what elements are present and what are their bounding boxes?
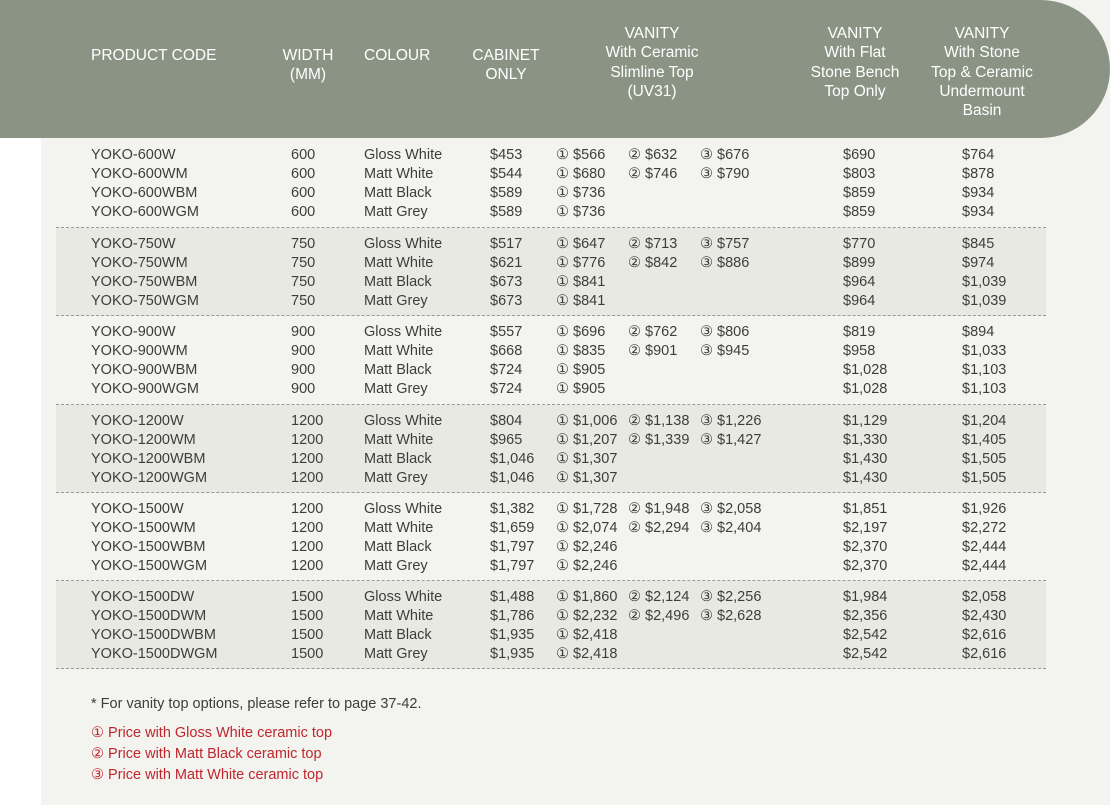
colour-cell: Matt Grey: [364, 469, 428, 486]
colour-cell: Matt Black: [364, 362, 432, 379]
ceramic-option-3-cell: ③ $757: [700, 236, 750, 252]
cabinet-price-cell: $621: [490, 255, 523, 271]
colour-cell: Matt White: [364, 431, 434, 448]
ceramic-option-1-cell: ① $841: [556, 274, 606, 290]
ceramic-option-1-cell: ① $1,728: [556, 500, 618, 517]
ceramic-option-2-cell: ② $2,496: [628, 608, 690, 625]
width-cell: 1500: [291, 608, 324, 625]
product-group: [56, 228, 1046, 316]
ceramic-option-2-cell: ② $2,124: [628, 589, 690, 606]
product-group: [56, 405, 1046, 493]
width-cell: 600: [291, 185, 316, 201]
flat-stone-price-cell: $958: [843, 343, 876, 360]
flat-stone-price-cell: $1,984: [843, 589, 888, 606]
width-cell: 900: [291, 362, 316, 379]
stone-basin-price-cell: $1,505: [962, 450, 1007, 467]
product-code-cell: YOKO-900WBM: [91, 362, 198, 379]
stone-basin-price-cell: $934: [962, 204, 995, 220]
product-code-cell: YOKO-600WBM: [91, 185, 198, 201]
table-row: [56, 627, 1046, 646]
cabinet-price-cell: $1,488: [490, 589, 535, 606]
width-cell: 1200: [291, 469, 324, 486]
table-row: [56, 204, 1046, 223]
product-code-cell: YOKO-600W: [91, 147, 176, 163]
cabinet-price-cell: $1,797: [490, 557, 535, 574]
colour-cell: Gloss White: [364, 412, 443, 429]
stone-basin-price-cell: $1,405: [962, 431, 1007, 448]
header-product-code: PRODUCT CODE: [91, 47, 217, 64]
cabinet-price-cell: $1,659: [490, 519, 535, 536]
flat-stone-price-cell: $2,542: [843, 627, 888, 644]
stone-basin-price-cell: $2,444: [962, 557, 1007, 574]
flat-stone-price-cell: $2,197: [843, 519, 888, 536]
flat-stone-price-cell: $964: [843, 293, 876, 309]
ceramic-option-1-cell: ① $1,006: [556, 412, 618, 429]
product-code-cell: YOKO-600WM: [91, 166, 188, 182]
stone-basin-price-cell: $764: [962, 147, 995, 163]
price-table-body: [56, 139, 1046, 669]
colour-cell: Matt White: [364, 343, 434, 360]
ceramic-option-3-cell: ③ $945: [700, 343, 750, 360]
product-code-cell: YOKO-750WM: [91, 255, 188, 271]
header-colour: COLOUR: [364, 47, 431, 64]
table-row: [56, 236, 1046, 255]
stone-basin-price-cell: $878: [962, 166, 995, 182]
ceramic-option-1-cell: ① $1,860: [556, 589, 618, 606]
ceramic-option-3-cell: ③ $806: [700, 324, 750, 341]
stone-basin-price-cell: $1,204: [962, 412, 1007, 429]
flat-stone-price-cell: $859: [843, 185, 876, 201]
product-code-cell: YOKO-600WGM: [91, 204, 199, 220]
colour-cell: Gloss White: [364, 500, 443, 517]
stone-basin-price-cell: $934: [962, 185, 995, 201]
cabinet-price-cell: $1,382: [490, 500, 535, 517]
colour-cell: Matt White: [364, 608, 434, 625]
legend-gloss-white: ① Price with Gloss White ceramic top: [91, 725, 333, 741]
ceramic-option-1-cell: ① $736: [556, 204, 606, 220]
ceramic-option-2-cell: ② $1,138: [628, 412, 690, 429]
product-code-cell: YOKO-750WBM: [91, 274, 198, 290]
cabinet-price-cell: $453: [490, 147, 523, 163]
stone-basin-price-cell: $845: [962, 236, 995, 252]
table-row: [56, 166, 1046, 185]
stone-basin-price-cell: $1,039: [962, 293, 1007, 309]
table-row: [56, 293, 1046, 312]
flat-stone-price-cell: $1,851: [843, 500, 888, 517]
cabinet-price-cell: $1,046: [490, 469, 535, 486]
ceramic-option-1-cell: ① $2,232: [556, 608, 618, 625]
ceramic-option-2-cell: ② $1,948: [628, 500, 690, 517]
colour-cell: Matt Grey: [364, 381, 428, 398]
ceramic-option-1-cell: ① $566: [556, 147, 606, 163]
product-code-cell: YOKO-1500DWGM: [91, 646, 218, 663]
ceramic-option-1-cell: ① $835: [556, 343, 606, 360]
ceramic-option-1-cell: ① $1,307: [556, 450, 618, 467]
colour-cell: Matt Black: [364, 538, 432, 555]
ceramic-option-2-cell: ② $1,339: [628, 431, 690, 448]
colour-cell: Matt Grey: [364, 646, 428, 663]
cabinet-price-cell: $673: [490, 274, 523, 290]
cabinet-price-cell: $589: [490, 185, 523, 201]
flat-stone-price-cell: $1,129: [843, 412, 888, 429]
colour-cell: Matt White: [364, 255, 434, 271]
header-vanity-flat-stone: VANITY With Flat Stone Bench Top Only: [810, 25, 900, 100]
colour-cell: Matt Grey: [364, 293, 428, 309]
ceramic-option-3-cell: ③ $2,404: [700, 519, 762, 536]
table-row: [56, 451, 1046, 470]
ceramic-option-1-cell: ① $680: [556, 166, 606, 182]
colour-cell: Gloss White: [364, 147, 443, 163]
ceramic-option-1-cell: ① $2,246: [556, 538, 618, 555]
width-cell: 900: [291, 324, 316, 341]
header-cabinet-only: CABINET ONLY: [472, 47, 540, 84]
ceramic-option-1-cell: ① $905: [556, 381, 606, 398]
product-code-cell: YOKO-1500DWBM: [91, 627, 216, 644]
legend-matt-white: ③ Price with Matt White ceramic top: [91, 767, 324, 783]
width-cell: 900: [291, 381, 316, 398]
width-cell: 750: [291, 236, 316, 252]
table-row: [56, 608, 1046, 627]
ceramic-option-1-cell: ① $2,418: [556, 627, 618, 644]
ceramic-option-3-cell: ③ $1,427: [700, 431, 762, 448]
flat-stone-price-cell: $770: [843, 236, 876, 252]
stone-basin-price-cell: $2,272: [962, 519, 1007, 536]
table-row: [56, 589, 1046, 608]
ceramic-option-1-cell: ① $776: [556, 255, 606, 271]
ceramic-option-1-cell: ① $2,246: [556, 557, 618, 574]
colour-cell: Gloss White: [364, 324, 443, 341]
width-cell: 1200: [291, 412, 324, 429]
ceramic-option-3-cell: ③ $2,628: [700, 608, 762, 625]
flat-stone-price-cell: $2,542: [843, 646, 888, 663]
ceramic-option-1-cell: ① $2,074: [556, 519, 618, 536]
stone-basin-price-cell: $2,430: [962, 608, 1007, 625]
width-cell: 1500: [291, 627, 324, 644]
colour-cell: Matt Black: [364, 274, 432, 290]
flat-stone-price-cell: $2,370: [843, 538, 888, 555]
product-code-cell: YOKO-1200W: [91, 412, 184, 429]
ceramic-option-2-cell: ② $713: [628, 236, 678, 252]
cabinet-price-cell: $673: [490, 293, 523, 309]
table-row: [56, 501, 1046, 520]
table-row: [56, 381, 1046, 400]
ceramic-option-1-cell: ① $2,418: [556, 646, 618, 663]
flat-stone-price-cell: $859: [843, 204, 876, 220]
product-group: [56, 581, 1046, 669]
table-row: [56, 185, 1046, 204]
product-code-cell: YOKO-1500DW: [91, 589, 195, 606]
flat-stone-price-cell: $1,028: [843, 362, 888, 379]
product-code-cell: YOKO-1200WBM: [91, 450, 206, 467]
stone-basin-price-cell: $2,058: [962, 589, 1007, 606]
ceramic-option-1-cell: ① $736: [556, 185, 606, 201]
product-code-cell: YOKO-750W: [91, 236, 176, 252]
width-cell: 1200: [291, 450, 324, 467]
ceramic-option-1-cell: ① $1,307: [556, 469, 618, 486]
table-row: [56, 646, 1046, 665]
cabinet-price-cell: $1,935: [490, 646, 535, 663]
ceramic-option-3-cell: ③ $676: [700, 147, 750, 163]
product-code-cell: YOKO-1500WGM: [91, 557, 208, 574]
product-code-cell: YOKO-900WGM: [91, 381, 199, 398]
colour-cell: Matt White: [364, 166, 434, 182]
product-code-cell: YOKO-1500WBM: [91, 538, 206, 555]
stone-basin-price-cell: $1,103: [962, 362, 1007, 379]
ceramic-option-2-cell: ② $762: [628, 324, 678, 341]
colour-cell: Matt Black: [364, 450, 432, 467]
table-row: [56, 520, 1046, 539]
table-row: [56, 432, 1046, 451]
cabinet-price-cell: $1,935: [490, 627, 535, 644]
cabinet-price-cell: $1,797: [490, 538, 535, 555]
colour-cell: Matt White: [364, 519, 434, 536]
colour-cell: Gloss White: [364, 236, 443, 252]
stone-basin-price-cell: $974: [962, 255, 995, 271]
stone-basin-price-cell: $1,103: [962, 381, 1007, 398]
ceramic-option-2-cell: ② $842: [628, 255, 678, 271]
cabinet-price-cell: $724: [490, 381, 523, 398]
width-cell: 750: [291, 274, 316, 290]
flat-stone-price-cell: $2,356: [843, 608, 888, 625]
product-group: [56, 493, 1046, 581]
table-row: [56, 147, 1046, 166]
ceramic-option-3-cell: ③ $1,226: [700, 412, 762, 429]
footnote: * For vanity top options, please refer to page 37-42.: [91, 696, 422, 712]
stone-basin-price-cell: $1,039: [962, 274, 1007, 290]
ceramic-option-3-cell: ③ $886: [700, 255, 750, 271]
colour-cell: Matt Black: [364, 185, 432, 201]
stone-basin-price-cell: $1,505: [962, 469, 1007, 486]
cabinet-price-cell: $544: [490, 166, 523, 182]
product-code-cell: YOKO-750WGM: [91, 293, 199, 309]
flat-stone-price-cell: $1,330: [843, 431, 888, 448]
table-row: [56, 343, 1046, 362]
width-cell: 900: [291, 343, 316, 360]
colour-cell: Matt Grey: [364, 204, 428, 220]
colour-cell: Gloss White: [364, 589, 443, 606]
table-row: [56, 539, 1046, 558]
width-cell: 1200: [291, 431, 324, 448]
flat-stone-price-cell: $690: [843, 147, 876, 163]
cabinet-price-cell: $1,786: [490, 608, 535, 625]
cabinet-price-cell: $517: [490, 236, 523, 252]
table-row: [56, 274, 1046, 293]
product-code-cell: YOKO-1500W: [91, 500, 184, 517]
stone-basin-price-cell: $2,616: [962, 627, 1007, 644]
flat-stone-price-cell: $819: [843, 324, 876, 341]
width-cell: 1200: [291, 519, 324, 536]
header-vanity-ceramic: VANITY With Ceramic Slimline Top (UV31): [605, 25, 699, 100]
ceramic-option-2-cell: ② $746: [628, 166, 678, 182]
table-row: [56, 413, 1046, 432]
table-header: [0, 0, 1110, 138]
stone-basin-price-cell: $894: [962, 324, 995, 341]
product-code-cell: YOKO-1500DWM: [91, 608, 207, 625]
ceramic-option-2-cell: ② $901: [628, 343, 678, 360]
width-cell: 1200: [291, 557, 324, 574]
stone-basin-price-cell: $1,926: [962, 500, 1007, 517]
product-code-cell: YOKO-900WM: [91, 343, 188, 360]
cabinet-price-cell: $965: [490, 431, 523, 448]
ceramic-option-1-cell: ① $1,207: [556, 431, 618, 448]
flat-stone-price-cell: $2,370: [843, 557, 888, 574]
cabinet-price-cell: $589: [490, 204, 523, 220]
cabinet-price-cell: $804: [490, 412, 523, 429]
ceramic-option-3-cell: ③ $2,256: [700, 589, 762, 606]
product-code-cell: YOKO-1200WGM: [91, 469, 208, 486]
ceramic-option-3-cell: ③ $790: [700, 166, 750, 182]
flat-stone-price-cell: $1,430: [843, 450, 888, 467]
width-cell: 1200: [291, 500, 324, 517]
table-row: [56, 558, 1046, 577]
ceramic-option-1-cell: ① $905: [556, 362, 606, 379]
ceramic-option-1-cell: ① $696: [556, 324, 606, 341]
header-vanity-stone-basin: VANITY With Stone Top & Ceramic Undermount Basin: [931, 25, 1033, 120]
width-cell: 1200: [291, 538, 324, 555]
width-cell: 750: [291, 293, 316, 309]
cabinet-price-cell: $724: [490, 362, 523, 379]
table-row: [56, 470, 1046, 489]
flat-stone-price-cell: $1,430: [843, 469, 888, 486]
legend-matt-black: ② Price with Matt Black ceramic top: [91, 746, 322, 762]
width-cell: 750: [291, 255, 316, 271]
flat-stone-price-cell: $964: [843, 274, 876, 290]
ceramic-option-3-cell: ③ $2,058: [700, 500, 762, 517]
width-cell: 600: [291, 147, 316, 163]
ceramic-option-2-cell: ② $2,294: [628, 519, 690, 536]
cabinet-price-cell: $1,046: [490, 450, 535, 467]
cabinet-price-cell: $557: [490, 324, 523, 341]
width-cell: 600: [291, 204, 316, 220]
product-code-cell: YOKO-1500WM: [91, 519, 196, 536]
ceramic-option-1-cell: ① $841: [556, 293, 606, 309]
product-group: [56, 316, 1046, 404]
width-cell: 1500: [291, 646, 324, 663]
flat-stone-price-cell: $803: [843, 166, 876, 182]
table-row: [56, 324, 1046, 343]
product-group: [56, 139, 1046, 228]
stone-basin-price-cell: $2,616: [962, 646, 1007, 663]
stone-basin-price-cell: $1,033: [962, 343, 1007, 360]
product-code-cell: YOKO-900W: [91, 324, 176, 341]
ceramic-option-1-cell: ① $647: [556, 236, 606, 252]
ceramic-option-2-cell: ② $632: [628, 147, 678, 163]
width-cell: 1500: [291, 589, 324, 606]
colour-cell: Matt Grey: [364, 557, 428, 574]
width-cell: 600: [291, 166, 316, 182]
stone-basin-price-cell: $2,444: [962, 538, 1007, 555]
flat-stone-price-cell: $899: [843, 255, 876, 271]
table-row: [56, 255, 1046, 274]
header-width: WIDTH (MM): [282, 47, 334, 84]
table-row: [56, 362, 1046, 381]
product-code-cell: YOKO-1200WM: [91, 431, 196, 448]
flat-stone-price-cell: $1,028: [843, 381, 888, 398]
colour-cell: Matt Black: [364, 627, 432, 644]
cabinet-price-cell: $668: [490, 343, 523, 360]
